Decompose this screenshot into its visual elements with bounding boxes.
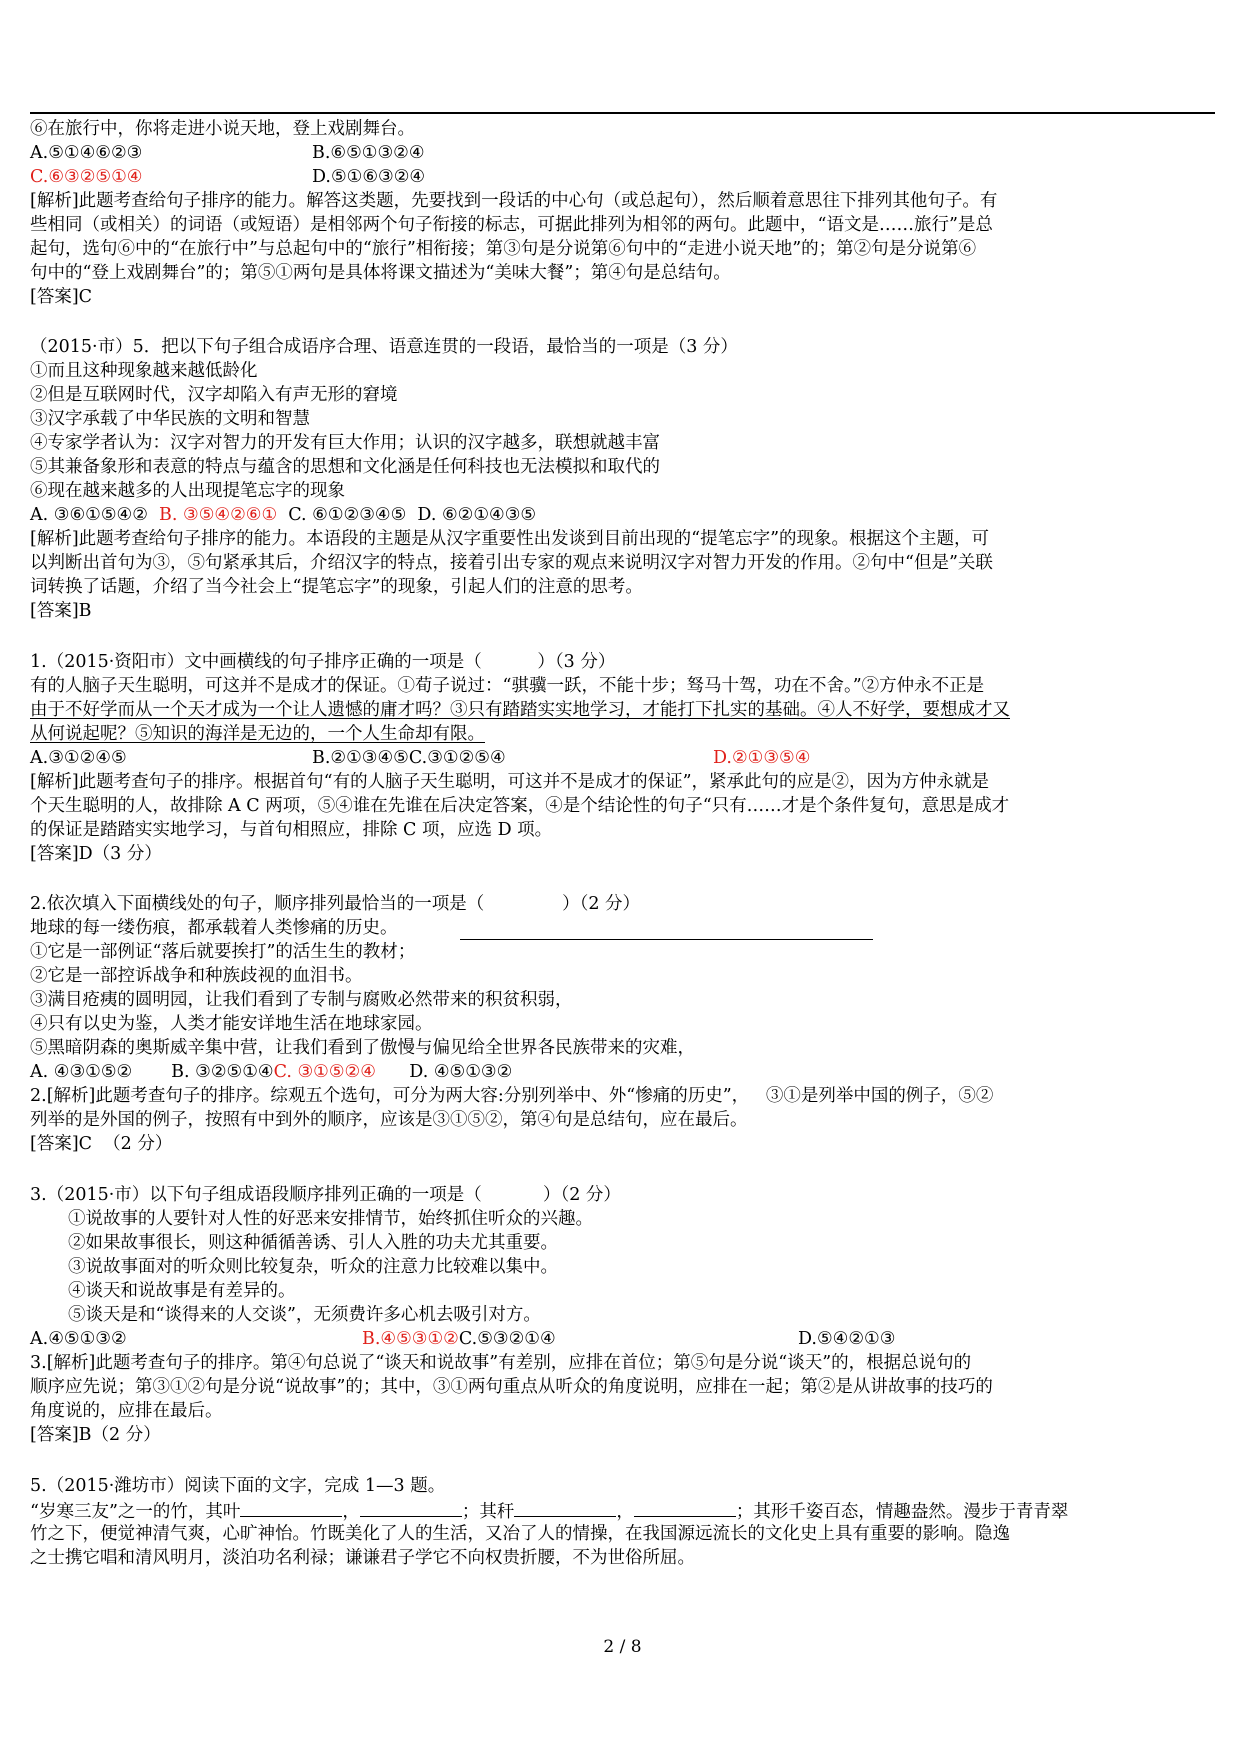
lead-sentence: 地球的每一缕伤痕，都承载着人类惨痛的历史。 (30, 918, 398, 938)
passage-text: ， (342, 1502, 360, 1522)
option-a-b: A. ④③①⑤② B. ③②⑤①④ (30, 1062, 274, 1082)
header-rule (30, 112, 1215, 114)
question-stem: （2015·市）5．把以下句子组合成语序合理、语意连贯的一段语，最恰当的一项是（3 分） (30, 337, 738, 357)
passage-text: ；其秆 (461, 1502, 515, 1522)
passage-text: ；其形千姿百态，情趣盎然。漫步于青青翠 (735, 1502, 1069, 1522)
list-item: ③说故事面对的听众则比较复杂，听众的注意力比较难以集中。 (68, 1257, 558, 1277)
list-item: ④专家学者认为：汉字对智力的开发有巨大作用；认识的汉字越多，联想就越丰富 (30, 433, 660, 453)
fill-blank-line (460, 939, 873, 940)
analysis-line: 个天生聪明的人，故排除 A C 两项，⑤④谁在先谁在后决定答案，④是个结论性的句子“只有……才是个条件复句，意思是成才 (30, 796, 1010, 816)
option-a: A. ③⑥①⑤④② (30, 505, 160, 525)
analysis-line: 起句，选句⑥中的“在旅行中”与总起句中的“旅行”相衔接；第③句是分说第⑥句中的“走进小说天地”的；第②句是分说第⑥ (30, 239, 977, 259)
answer-line: [答案]D（3 分） (30, 844, 162, 864)
option-c-correct: C.⑥③②⑤①④ (30, 167, 143, 187)
page-number: 2 / 8 (603, 1637, 642, 1657)
option-b-correct: B. ③⑤④②⑥① (159, 505, 278, 525)
analysis-line: [解析]此题考查句子的排序。根据首句“有的人脑子天生聪明，可这并不是成才的保证”，紧承此句的应是②，因为方仲永就是 (30, 772, 990, 792)
options-b-c (362, 1327, 556, 1351)
option-b: B.⑥⑤①③②④ (312, 143, 425, 163)
option-d: D.⑤①⑥③②④ (312, 167, 426, 187)
options-row (30, 503, 536, 527)
list-item: ⑤黑暗阴森的奥斯威辛集中营，让我们看到了傲慢与偏见给全世界各民族带来的灾难， (30, 1038, 695, 1058)
question-stem: 2.依次填入下面横线处的句子，顺序排列最恰当的一项是（ ）（2 分） (30, 894, 641, 914)
option-c: C.⑤③②①④ (458, 1329, 556, 1349)
fill-blank[interactable] (240, 1498, 342, 1517)
analysis-line: 词转换了话题，介绍了当今社会上“提笔忘字”的现象，引起人们的注意的思考。 (30, 577, 643, 597)
options-row (30, 1060, 512, 1084)
question-stem: 1.（2015·资阳市）文中画横线的句子排序正确的一项是（ ）（3 分） (30, 652, 616, 672)
analysis-line: 以判断出首句为③，⑤句紧承其后，介绍汉字的特点，接着引出专家的观点来说明汉字对智力开发的作用。②句中“但是”关联 (30, 553, 993, 573)
list-item: ②它是一部控诉战争和种族歧视的血泪书。 (30, 966, 363, 986)
list-item: ⑤谈天是和“谈得来的人交谈”，无须费许多心机去吸引对方。 (68, 1305, 541, 1325)
analysis-line: [解析]此题考查给句子排序的能力。解答这类题，先要找到一段话的中心句（或总起句），然后顺着意思往下排列其他句子。有 (30, 191, 998, 211)
question-stem: 5.（2015·潍坊市）阅读下面的文字，完成 1—3 题。 (30, 1476, 446, 1496)
fill-blank[interactable] (634, 1498, 736, 1517)
list-item: ⑤其兼备象形和表意的特点与蕴含的思想和文化涵是任何科技也无法模拟和取代的 (30, 457, 660, 477)
list-item: ①而且这种现象越来越低龄化 (30, 361, 258, 381)
answer-line: [答案]C （2 分） (30, 1134, 173, 1154)
list-item: ①说故事的人要针对人性的好恶来安排情节，始终抓住听众的兴趣。 (68, 1209, 593, 1229)
passage-line-underlined (30, 698, 1010, 722)
list-item: ⑥现在越来越多的人出现提笔忘字的现象 (30, 481, 345, 501)
option-b-correct: B.④⑤③①② (362, 1329, 459, 1349)
option-d: D.⑤④②①③ (798, 1329, 896, 1349)
list-item: ②如果故事很长，则这种循循善诱、引人入胜的功夫尤其重要。 (68, 1233, 558, 1253)
analysis-line: 些相同（或相关）的词语（或短语）是相邻两个句子衔接的标志，可据此排列为相邻的两句。此题中，“语文是……旅行”是总 (30, 215, 993, 235)
passage-line: 有的人脑子天生聪明，可这并不是成才的保证。①荀子说过：“骐骥一跃，不能十步；驽马十驾，功在不舍。”②方仲永不正是 (30, 676, 985, 696)
analysis-line: 的保证是踏踏实实地学习，与首句相照应，排除 C 项，应选 D 项。 (30, 820, 553, 840)
list-item: ④谈天和说故事是有差异的。 (68, 1281, 296, 1301)
option-b-c: B.②①③④⑤C.③①②⑤④ (312, 748, 506, 768)
answer-line: [答案]B (30, 601, 92, 621)
passage-line-underlined (30, 722, 485, 746)
analysis-line: 3.[解析]此题考查句子的排序。第④句总说了“谈天和说故事”有差别，应排在首位；第⑤句是分说“谈天”的，根据总说句的 (30, 1353, 972, 1373)
analysis-line: 列举的是外国的例子，按照有中到外的顺序，应该是③①⑤②，第④句是总结句，应在最后。 (30, 1110, 748, 1130)
passage-text: “岁寒三友”之一的竹，其叶 (30, 1502, 241, 1522)
option-c-correct: C. ③①⑤②④ (273, 1062, 376, 1082)
answer-line: [答案]B（2 分） (30, 1425, 161, 1445)
option-d-correct: D.②①③⑤④ (713, 748, 811, 768)
option-d: D. ④⑤①③② (375, 1062, 513, 1082)
list-item: ④只有以史为鉴，人类才能安详地生活在地球家园。 (30, 1014, 433, 1034)
analysis-line: 角度说的，应排在最后。 (30, 1401, 223, 1421)
underlined-text: 从何说起呢？⑤知识的海洋是无边的，一个人生命却有限。 (30, 724, 485, 744)
option-c-d: C. ⑥①②③④⑤ D. ⑥②①④③⑤ (277, 505, 537, 525)
document-page (30, 0, 1215, 1754)
question-stem: 3.（2015·市）以下句子组成语段顺序排列正确的一项是（ ）（2 分） (30, 1185, 621, 1205)
passage-line: 之士携它唱和清风明月，淡泊功名利禄；谦谦君子学它不向权贵折腰，不为世俗所屈。 (30, 1548, 695, 1568)
analysis-line: 句中的“登上戏剧舞台”的；第⑤①两句是具体将课文描述为“美味大餐”；第④句是总结句。 (30, 263, 731, 283)
fill-blank[interactable] (514, 1498, 616, 1517)
passage-line (30, 1498, 1068, 1524)
fill-blank[interactable] (360, 1498, 462, 1517)
answer-line: [答案]C (30, 287, 93, 307)
option-a: A.③①②④⑤ (30, 748, 127, 768)
option-a: A.⑤①④⑥②③ (30, 143, 143, 163)
analysis-line: 顺序应先说；第③①②句是分说“说故事”的；其中，③①两句重点从听众的角度说明，应排在一起；第②是从讲故事的技巧的 (30, 1377, 993, 1397)
analysis-line: [解析]此题考查给句子排序的能力。本语段的主题是从汉字重要性出发谈到目前出现的“提笔忘字”的现象。根据这个主题，可 (30, 529, 990, 549)
passage-text: ， (616, 1502, 634, 1522)
passage-line: 竹之下，便觉神清气爽，心旷神怡。竹既美化了人的生活，又冶了人的情操，在我国源远流长的文化史上具有重要的影响。隐逸 (30, 1524, 1010, 1544)
analysis-line: 2.[解析]此题考查句子的排序。综观五个选句，可分为两大容:分别列举中、外“惨痛的历史”， ③①是列举中国的例子，⑤② (30, 1086, 994, 1106)
option-a: A.④⑤①③② (30, 1329, 127, 1349)
list-item: ③满目疮痍的圆明园，让我们看到了专制与腐败必然带来的积贫积弱， (30, 990, 573, 1010)
item-6: ⑥在旅行中，你将走进小说天地，登上戏剧舞台。 (30, 119, 415, 139)
list-item: ②但是互联网时代，汉字却陷入有声无形的窘境 (30, 385, 398, 405)
list-item: ③汉字承载了中华民族的文明和智慧 (30, 409, 310, 429)
underlined-text: 由于不好学而从一个天才成为一个让人遗憾的庸才吗？③只有踏踏实实地学习，才能打下扎实的基础。④人不好学，要想成才又 (30, 700, 1010, 720)
list-item: ①它是一部例证“落后就要挨打”的活生生的教材； (30, 942, 416, 962)
